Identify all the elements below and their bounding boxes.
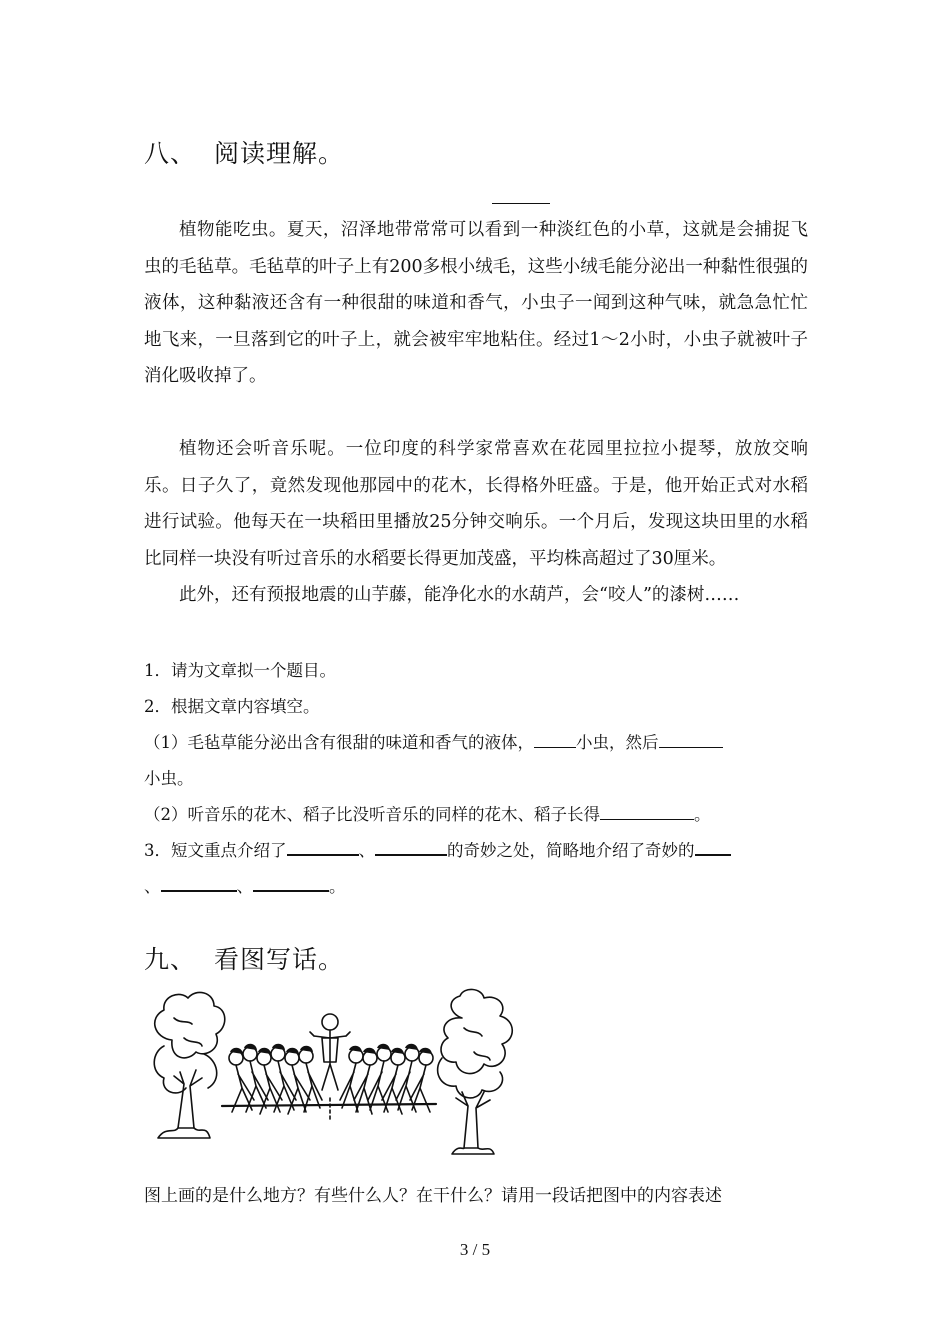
answer-blank-2-1-b[interactable] [659, 746, 723, 748]
question-2-1 [144, 725, 808, 797]
answer-blank-3-c[interactable] [695, 853, 731, 856]
section-8-number: 八、 [144, 139, 197, 168]
page-number: 3 / 5 [459, 1240, 491, 1259]
question-3-text-e: 、 [236, 877, 253, 896]
question-3-text-c: 的奇妙之处，简略地介绍了奇妙的 [447, 841, 695, 860]
question-3-text-b: 、 [358, 841, 375, 860]
referee [310, 1014, 350, 1090]
question-2-1-text-b: 小虫，然后 [576, 733, 659, 752]
right-tree [438, 989, 513, 1154]
question-2: 2．根据文章内容填空。 [144, 697, 320, 716]
question-2-1-text-c: 小虫。 [144, 769, 194, 788]
section-9-title: 看图写话。 [214, 945, 345, 974]
answer-blank-3-d[interactable] [161, 889, 237, 892]
left-tree [154, 992, 225, 1138]
question-2-2 [144, 797, 808, 833]
tug-of-war-illustration [144, 988, 528, 1158]
question-2-2-text-b: 。 [694, 805, 711, 824]
question-3-text-f: 。 [329, 877, 346, 896]
section-9-heading [144, 940, 344, 976]
section-9-number: 九、 [144, 945, 197, 974]
question-3 [144, 833, 808, 905]
left-team [229, 1047, 322, 1114]
rope [222, 1104, 436, 1106]
section-8-title: 阅读理解。 [214, 139, 345, 168]
question-2-2-text-a: （2）听音乐的花木、稻子比没听音乐的同样的花木、稻子长得 [144, 805, 600, 824]
section-8-heading [144, 134, 344, 170]
question-2-1-text-a: （1）毛毡草能分泌出含有很甜的味道和香气的液体， [144, 733, 534, 752]
passage-paragraph-1: 植物能吃虫。夏天，沼泽地带常常可以看到一种淡红色的小草，这就是会捕捉飞虫的毛毡草。毛毡草的叶子上有200多根小绒毛，这些小绒毛能分泌出一种黏性很强的液体，这种黏液还含有一种很甜的味道和香气，小虫子一闻到这种气味，就急急忙忙地飞来，一旦落到它的叶子上，就会被牢牢地粘住。经过1～2小时，小虫子就被叶子消化吸收掉了。 [144, 220, 808, 386]
article-title-blank[interactable] [492, 203, 550, 204]
answer-blank-3-e[interactable] [253, 889, 329, 892]
question-3-text-d: 、 [144, 877, 161, 896]
answer-blank-2-2[interactable] [600, 818, 694, 820]
writing-prompt: 图上画的是什么地方？有些什么人？在干什么？请用一段话把图中的内容表述 [144, 1186, 722, 1206]
passage-paragraph-2: 植物还会听音乐呢。一位印度的科学家常喜欢在花园里拉拉小提琴，放放交响乐。日子久了，竟然发现他那园中的花木，长得格外旺盛。于是，他开始正式对水稻进行试验。他每天在一块稻田里播放25分钟交响乐。一个月后，发现这块田里的水稻比同样一块没有听过音乐的水稻要长得更加茂盛，平均株高超过了30厘米。 [144, 439, 808, 569]
question-3-text-a: 3．短文重点介绍了 [144, 841, 287, 860]
answer-blank-2-1-a[interactable] [534, 746, 576, 748]
question-1: 1．请为文章拟一个题目。 [144, 661, 336, 680]
passage-paragraph-3: 此外，还有预报地震的山芋藤，能净化水的水葫芦，会“咬人”的漆树…… [179, 585, 740, 605]
answer-blank-3-b[interactable] [375, 853, 447, 856]
answer-blank-3-a[interactable] [287, 853, 359, 856]
